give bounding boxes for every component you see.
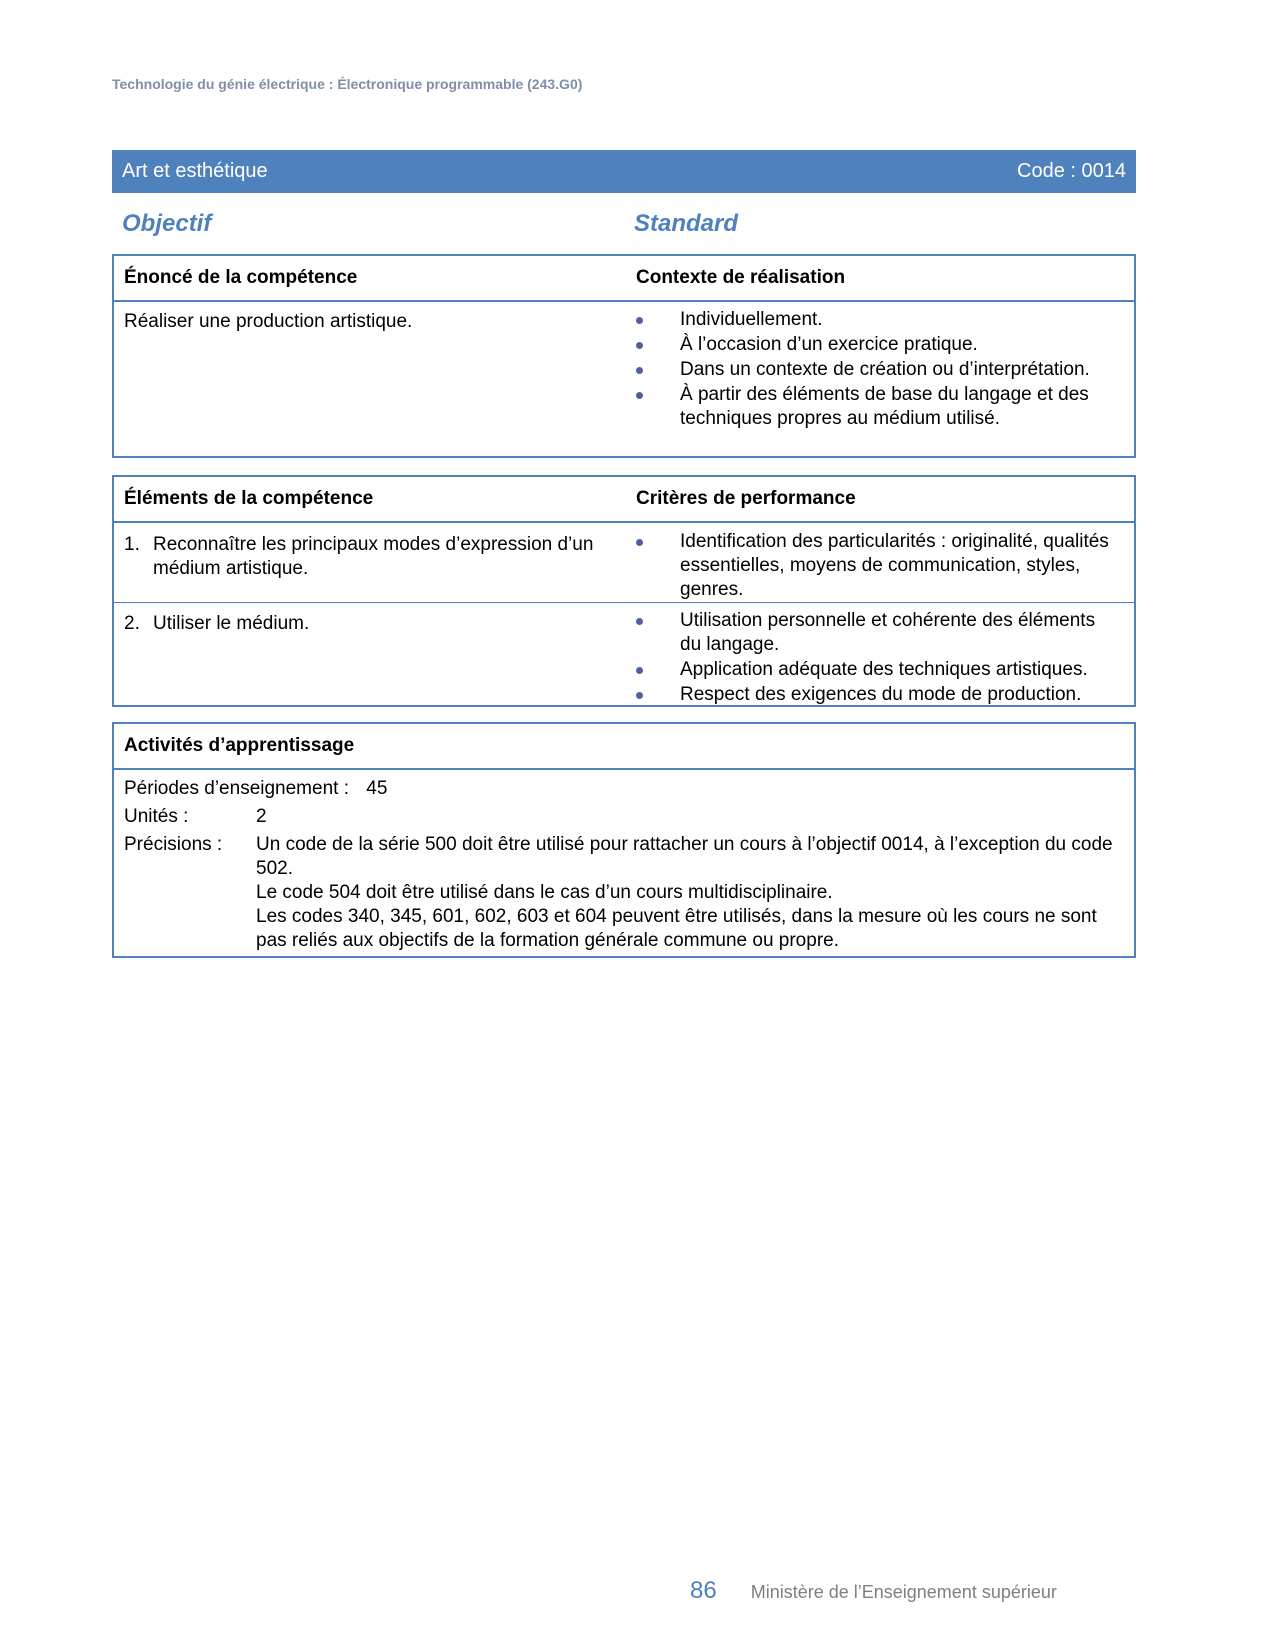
contexte-list (636, 308, 1118, 432)
objective-heading: Objectif (122, 210, 212, 237)
unites-label: Unités : (124, 806, 189, 827)
list-item: À l’occasion d’un exercice pratique. (636, 333, 1118, 357)
criteres-list (636, 530, 1118, 603)
competence-box-header (114, 256, 1134, 302)
bullet-icon (636, 692, 643, 699)
page-footer (690, 1577, 1057, 1605)
activites-box-header (114, 724, 1134, 770)
precision-item: Les codes 340, 345, 601, 602, 603 et 604 peuvent être utilisés, dans la mesure où les cours ne sont pas reliés aux objectifs de la formation générale commune ou propre. (256, 906, 1097, 951)
periodes-value: 45 (366, 778, 388, 799)
list-item: Individuellement. (636, 308, 1118, 332)
elements-box (112, 475, 1136, 707)
precisions-label: Précisions : (124, 834, 223, 855)
activites-heading: Activités d’apprentissage (124, 735, 355, 756)
bullet-icon (636, 367, 643, 374)
bullet-icon (636, 342, 643, 349)
course-code: Code : 0014 (1017, 160, 1126, 182)
contexte-heading: Contexte de réalisation (636, 267, 846, 288)
bullet-icon (636, 539, 643, 546)
competence-box (112, 254, 1136, 458)
list-item: Dans un contexte de création ou d’interprétation. (636, 358, 1118, 382)
list-item: Identification des particularités : originalité, qualités essentielles, moyens de communication, styles, genres. (636, 530, 1118, 602)
course-banner (112, 150, 1136, 193)
list-item: Respect des exigences du mode de production. (636, 683, 1118, 707)
activites-box (112, 722, 1136, 958)
page-number: 86 (690, 1577, 717, 1604)
table-row (114, 602, 1134, 706)
unites-value: 2 (256, 806, 267, 827)
ministry-name: Ministère de l’Enseignement supérieur (750, 1582, 1057, 1602)
elements-heading: Éléments de la compétence (124, 488, 374, 509)
running-header: Technologie du génie électrique : Électronique programmable (243.G0) (112, 76, 583, 92)
table-row (114, 523, 1134, 602)
list-item: À partir des éléments de base du langage et des techniques propres au médium utilisé. (636, 383, 1118, 431)
element-item: 1. Reconnaître les principaux modes d’expression d’un médium artistique. (124, 534, 594, 579)
precision-item: Un code de la série 500 doit être utilisé pour rattacher un cours à l’objectif 0014, à l’exception du code 502. (256, 834, 1113, 879)
periodes-label: Périodes d’enseignement : (124, 778, 349, 799)
element-item: 2. Utiliser le médium. (124, 613, 310, 634)
bullet-icon (636, 392, 643, 399)
list-item: Application adéquate des techniques artistiques. (636, 658, 1118, 682)
standard-heading: Standard (634, 210, 739, 237)
precisions-list (256, 833, 1116, 953)
course-title: Art et esthétique (122, 160, 268, 182)
list-item: Utilisation personnelle et cohérente des éléments du langage. (636, 609, 1118, 657)
bullet-icon (636, 317, 643, 324)
enonce-text: Réaliser une production artistique. (124, 311, 413, 332)
enonce-heading: Énoncé de la compétence (124, 267, 358, 288)
bullet-icon (636, 618, 643, 625)
elements-box-header (114, 477, 1134, 523)
precision-item: Le code 504 doit être utilisé dans le cas d’un cours multidisciplinaire. (256, 882, 833, 903)
criteres-heading: Critères de performance (636, 488, 856, 509)
bullet-icon (636, 667, 643, 674)
criteres-list (636, 609, 1118, 708)
periodes-row (124, 777, 1124, 801)
